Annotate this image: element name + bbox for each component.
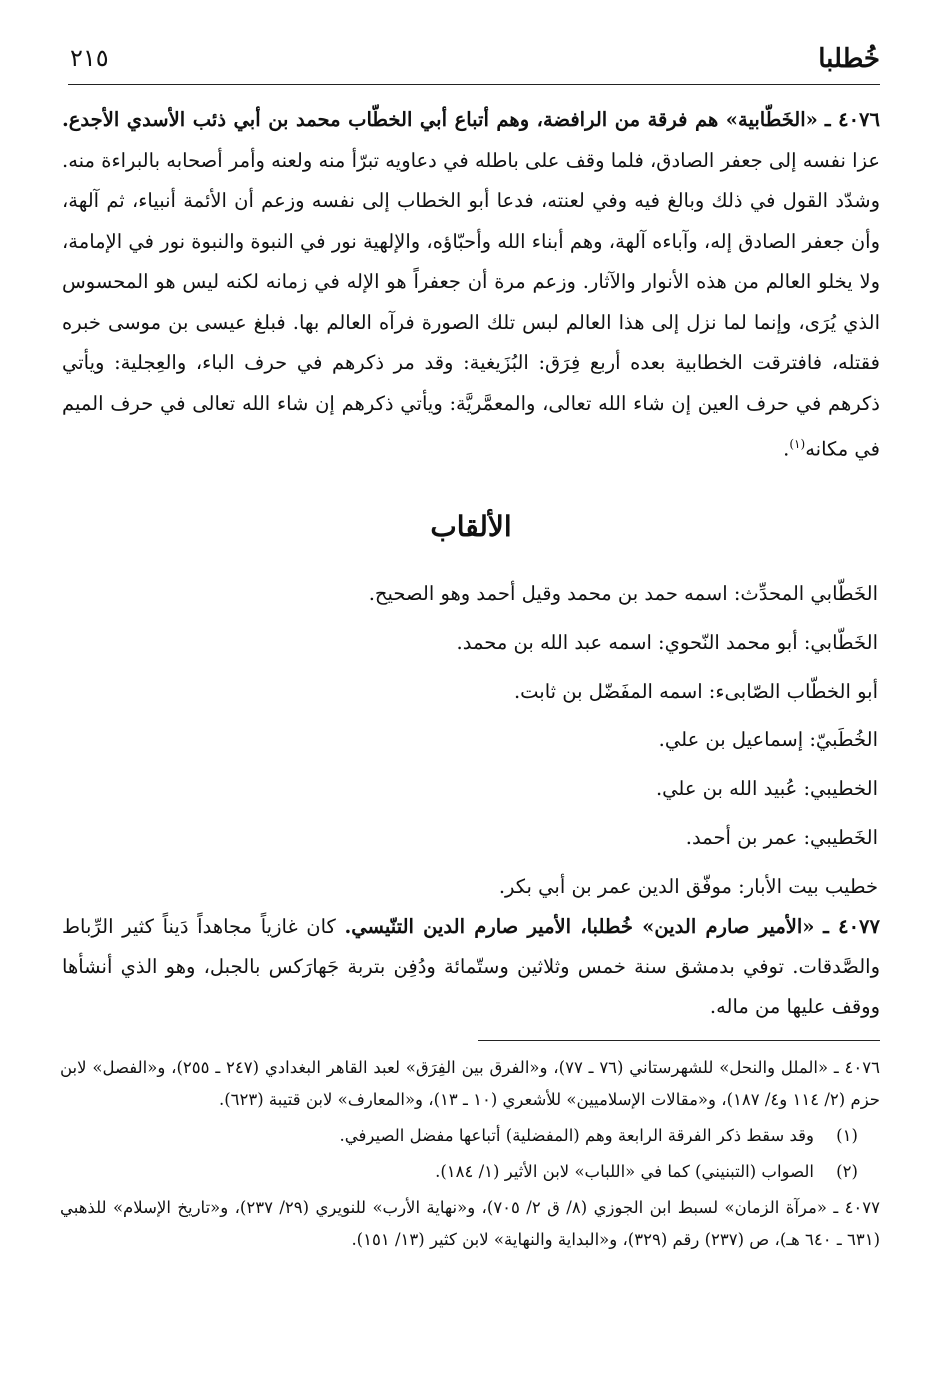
running-title: خُطلبا [818,44,880,74]
list-item: الخَطيبي: عمر بن أحمد. [685,825,878,849]
entry-number: ٤٠٧٦ ـ [824,108,880,131]
entry-4076 [62,100,880,470]
list-item: الخَطّابي المحدِّث: اسمه حمد بن محمد وقيل أحمد وهو الصحيح. [368,582,878,605]
page-header [68,38,880,85]
list-item: الخُطَبيّ: إسماعيل بن علي. [658,728,878,752]
entry-heading: «الأمير صارم الدين» خُطلبا، الأمير صارم الدين التنّيسي. [344,915,815,938]
list-item: الخطيبي: عُبيد الله بن علي. [655,777,878,801]
list-item: الخَطّابي: أبو محمد النّحوي: اسمه عبد الله بن محمد. [456,630,878,654]
entry-text: كان غازياً مجاهداً دَيناً كثير الرِّباط والصَّدقات. توفي بدمشق سنة خمس وثلاثين وستّمائة ودُفِن بتربة جَهارَكس بالجبل، وهو الذي أنشأها ووقف عليها من ماله. [62,915,880,1018]
entry-text: عزا نفسه إلى جعفر الصادق، فلما وقف على باطله في دعاويه تبرّأ منه ولعنه وأمر أصحابه بالبراءة منه. وشدّد القول في ذلك وبالغ فيه وفي لعنته، فدعا أبو الخطاب إلى نفسه وزعم أن الأئمة أنبياء، ثم آلهة، وأن جعفر الصادق إله، وآباءه آلهة، وهم أبناء الله وأحبّاؤه، والإلهية نور في النبوة والنبوة نور في الإمامة، ولا يخلو العالم من هذه الأنوار والآثار. وزعم مرة أن جعفراً هو الإله في زمانه لكنه ليس هو المحسوس الذي يُرَى، وإنما لما نزل إلى هذا العالم لبس تلك الصورة فرآه العالم بها. فبلغ عيسى بن موسى خبره فقتله، فافترقت الخطابية بعده أربع فِرَق: البُزَيغية: وقد مر ذكرهم في حرف الباء، والعِجلية: ويأتي ذكرهم في حرف العين إن شاء الله تعالى، والمعمَّريَّة: ويأتي ذكرهم إن شاء الله تعالى في حرف الميم في مكانه [62,148,880,461]
page-number: ٢١٥ [70,44,109,72]
footnote-1 [60,1120,880,1152]
footnote-divider [478,1040,880,1041]
footnote-text: الصواب (التبنيني) كما في «اللباب» لابن الأثير (١/ ١٨٤). [435,1162,814,1181]
footnote-number: (١) [836,1126,858,1145]
entry-number: ٤٠٧٧ ـ [823,915,880,938]
list-item: خطيب بيت الأبار: موفّق الدين عمر بن أبي بكر. [498,874,878,898]
list-item: أبو الخطّاب الصّابىء: اسمه المفَضّل بن ثابت. [513,679,878,703]
footnotes [60,1052,880,1260]
section-title: الألقاب [430,510,512,543]
footnote-number: (٢) [836,1162,858,1181]
entry-4077 [62,907,880,1027]
entry-heading: «الخَطّابية» هم فرقة من الرافضة، وهم أتباع أبي الخطّاب محمد بن أبي ذئب الأسدي الأجدع. [62,108,818,131]
footnote-2 [60,1156,880,1188]
titles-list [62,574,880,916]
footnote-text: وقد سقط ذكر الفرقة الرابعة وهم (المفضلية) أتباعها مفضل الصيرفي. [339,1126,814,1145]
source-note-4077: ٤٠٧٧ ـ «مرآة الزمان» لسبط ابن الجوزي (٨/ ق ٢/ ٧٠٥)، و«نهاية الأرب» للنويري (٢٩/ ٢٣٧)، و«تاريخ الإسلام» للذهبي (٦٣١ ـ ٦٤٠ هـ)، ص (٢٣٧) رقم (٣٢٩)، و«البداية والنهاية» لابن كثير (١٣/ ١٥١). [60,1198,881,1249]
entry-end: . [783,437,790,461]
source-note-4076: ٤٠٧٦ ـ «الملل والنحل» للشهرستاني (٧٦ ـ ٧٧)، و«الفرق بين الفِرَق» لعبد القاهر البغدادي (٢٤٧ ـ ٢٥٥)، و«الفصل» لابن حزم (٢/ ١١٤ و٤/ ١٨٧)، و«مقالات الإسلاميين» للأشعري (١٠ ـ ١٣)، و«المعارف» لابن قتيبة (٦٢٣). [60,1058,880,1109]
footnote-marker: (١) [789,437,806,451]
